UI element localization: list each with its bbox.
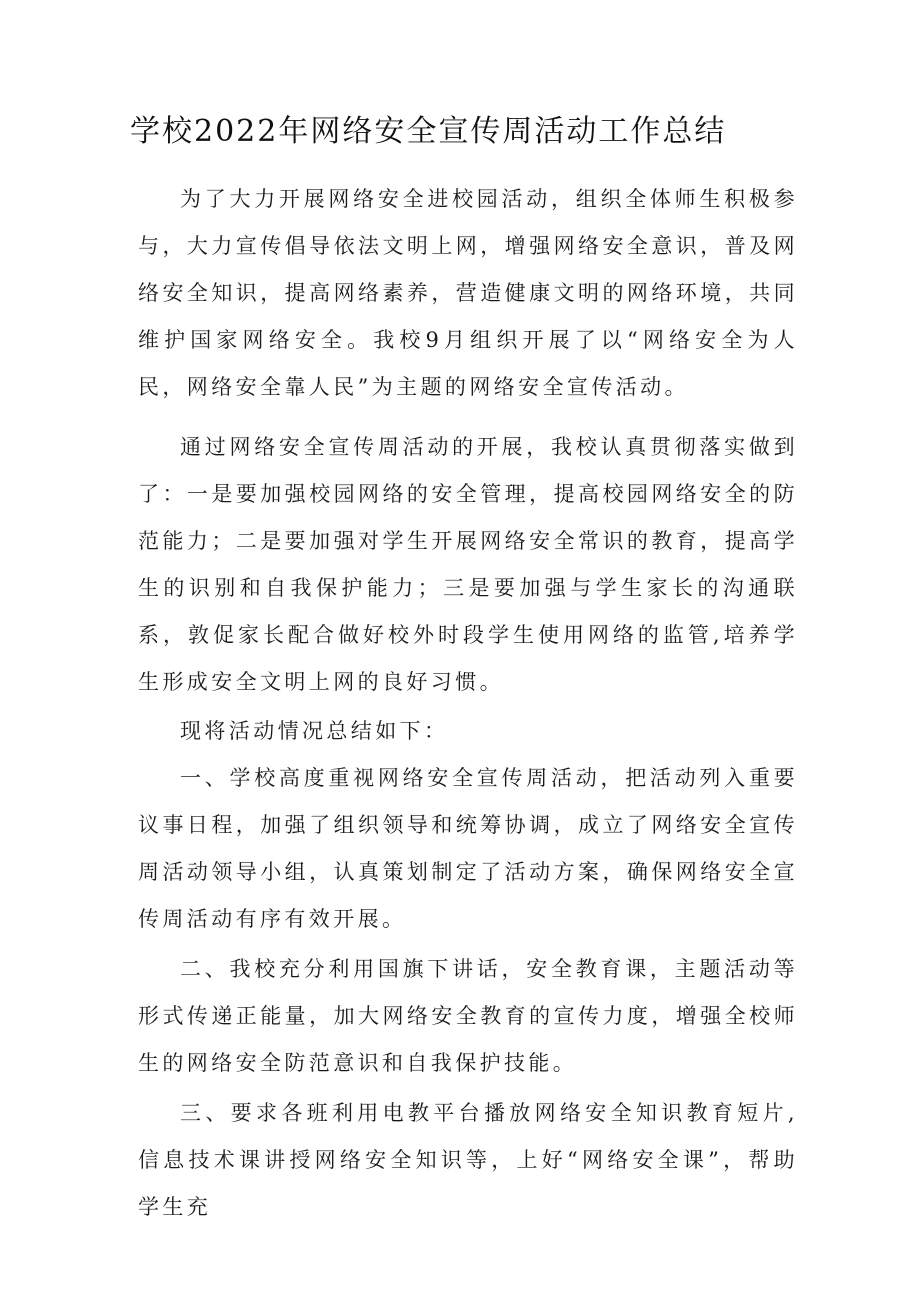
paragraph-item-1: 一、学校高度重视网络安全宣传周活动，把活动列入重要议事日程，加强了组织领导和统筹协调，成立了网络安全宣传周活动领导小组，认真策划制定了活动方案，确保网络安全宣传周活动有序有效开展。 xyxy=(138,766,798,931)
paragraph-implementation: 通过网络安全宣传周活动的开展，我校认真贯彻落实做到了：一是要加强校园网络的安全管理，提高校园网络安全的防范能力；二是要加强对学生开展网络安全常识的教育，提高学生的识别和自我保护能力；三是要加强与学生家长的沟通联系，敦促家长配合做好校外时段学生使用网络的监管,培养学生形成安全文明上网的良好习惯。 xyxy=(138,435,798,694)
document-title: 学校2022年网络安全宣传周活动工作总结 xyxy=(130,114,727,149)
paragraph-item-3: 三、要求各班利用电教平台播放网络安全知识教育短片,信息技术课讲授网络安全知识等，上好“网络安全课”，帮助学生充 xyxy=(138,1101,798,1219)
paragraph-intro: 为了大力开展网络安全进校园活动，组织全体师生积极参与，大力宣传倡导依法文明上网，增强网络安全意识，普及网络安全知识，提高网络素养，营造健康文明的网络环境，共同维护国家网络安全。我校9月组织开展了以“网络安全为人民，网络安全靠人民”为主题的网络安全宣传活动。 xyxy=(138,187,798,399)
paragraph-item-2: 二、我校充分利用国旗下讲话，安全教育课，主题活动等形式传递正能量，加大网络安全教育的宣传力度，增强全校师生的网络安全防范意识和自我保护技能。 xyxy=(138,957,798,1075)
paragraph-summary-lead: 现将活动情况总结如下： xyxy=(180,719,449,743)
